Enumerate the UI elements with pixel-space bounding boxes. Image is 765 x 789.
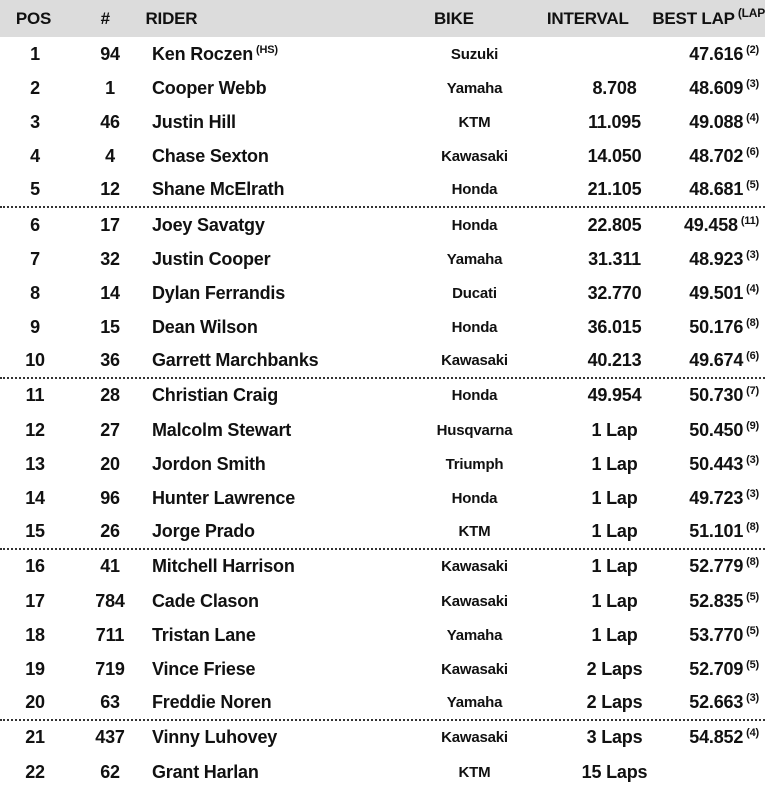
- best-lap-number: (9): [746, 419, 759, 432]
- cell-rider: [150, 179, 402, 200]
- best-lap-number: (5): [746, 179, 759, 192]
- table-row: [0, 311, 765, 345]
- cell-bike: Kawasaki: [441, 592, 508, 610]
- best-lap-number: (3): [746, 248, 759, 261]
- cell-pos: 18: [25, 624, 45, 645]
- table-row: [0, 140, 765, 174]
- best-lap-number: (8): [746, 521, 759, 534]
- table-row: [0, 516, 765, 550]
- rider-name: Dylan Ferrandis: [152, 282, 286, 303]
- cell-bike: Kawasaki: [441, 660, 508, 678]
- cell-best-lap: [682, 727, 765, 748]
- cell-number: 15: [100, 317, 120, 338]
- best-lap-number: (11): [740, 214, 759, 227]
- cell-rider: [150, 283, 402, 304]
- cell-pos: 22: [25, 761, 45, 782]
- cell-interval: 15 Laps: [581, 761, 648, 782]
- table-row: [0, 276, 765, 310]
- best-lap-time: 52.663: [689, 692, 744, 713]
- cell-best-lap: [682, 556, 765, 577]
- cell-rider: [150, 249, 402, 270]
- cell-best-lap: [682, 762, 765, 783]
- best-lap-number: (5): [746, 658, 759, 671]
- header-rider: RIDER: [145, 8, 198, 28]
- table-row: [0, 618, 765, 652]
- table-row: [0, 413, 765, 447]
- rider-name: Dean Wilson: [152, 317, 258, 338]
- cell-best-lap: [682, 350, 765, 371]
- best-lap-time: 50.176: [689, 317, 744, 338]
- table-row: [0, 652, 765, 686]
- best-lap-number: (3): [746, 692, 759, 705]
- cell-best-lap: [682, 385, 765, 406]
- cell-pos: 21: [25, 727, 45, 748]
- best-lap-time: 53.770: [689, 624, 744, 645]
- cell-number: 784: [95, 590, 125, 611]
- best-lap-number: (3): [746, 453, 759, 466]
- rider-name: Jorge Prado: [152, 521, 255, 542]
- cell-interval: 36.015: [587, 317, 642, 338]
- cell-bike: Kawasaki: [441, 148, 508, 166]
- cell-interval: 21.105: [587, 179, 642, 200]
- table-row: [0, 481, 765, 515]
- table-header: [0, 0, 765, 37]
- cell-pos: 15: [25, 521, 45, 542]
- cell-rider: [150, 727, 402, 748]
- cell-pos: 7: [30, 248, 40, 269]
- cell-rider: [150, 78, 402, 99]
- best-lap-number: (3): [746, 77, 759, 90]
- rider-name: Freddie Noren: [152, 692, 272, 713]
- table-row: [0, 379, 765, 413]
- cell-pos: 14: [25, 488, 45, 509]
- best-lap-number: (7): [746, 385, 759, 398]
- best-lap-number: (4): [746, 282, 759, 295]
- cell-best-lap: [682, 454, 765, 475]
- cell-bike: KTM: [458, 763, 491, 781]
- cell-interval: 2 Laps: [586, 692, 643, 713]
- best-lap-number: (8): [746, 556, 759, 569]
- rider-name: Garrett Marchbanks: [152, 350, 319, 371]
- cell-bike: Honda: [451, 181, 498, 199]
- cell-pos: 10: [25, 350, 45, 371]
- cell-interval: 22.805: [587, 214, 642, 235]
- best-lap-time: 51.101: [689, 521, 744, 542]
- rider-name: Cooper Webb: [152, 77, 267, 98]
- table-row: [0, 37, 765, 71]
- table-row: [0, 687, 765, 721]
- cell-rider: [150, 556, 402, 577]
- cell-rider: [150, 44, 402, 65]
- cell-interval: 1 Lap: [591, 488, 638, 509]
- cell-number: 41: [100, 556, 120, 577]
- cell-best-lap: [682, 659, 765, 680]
- cell-pos: 12: [25, 419, 45, 440]
- table-row: [0, 105, 765, 139]
- rider-name: Chase Sexton: [152, 146, 269, 167]
- rider-name: Justin Hill: [152, 111, 236, 132]
- cell-bike: Yamaha: [446, 626, 503, 644]
- best-lap-number: (6): [746, 350, 759, 363]
- rider-name: Grant Harlan: [152, 761, 259, 782]
- cell-bike: KTM: [458, 523, 491, 541]
- header-bike: BIKE: [433, 8, 474, 28]
- cell-bike: Ducati: [452, 284, 497, 302]
- cell-pos: 4: [30, 146, 40, 167]
- cell-best-lap: [682, 215, 765, 236]
- cell-interval: 1 Lap: [591, 556, 638, 577]
- cell-rider: [150, 591, 402, 612]
- cell-best-lap: [682, 420, 765, 441]
- cell-pos: 9: [30, 317, 40, 338]
- cell-interval: 1 Lap: [591, 453, 638, 474]
- best-lap-time: 52.709: [689, 658, 744, 679]
- cell-best-lap: [682, 692, 765, 713]
- cell-number: 46: [100, 111, 120, 132]
- rider-note: (HS): [256, 43, 278, 56]
- best-lap-time: 48.681: [689, 179, 744, 200]
- cell-rider: [150, 454, 402, 475]
- cell-pos: 1: [30, 43, 40, 64]
- cell-number: 437: [95, 727, 125, 748]
- cell-bike: Yamaha: [446, 250, 503, 268]
- cell-interval: 11.095: [588, 111, 641, 132]
- cell-bike: KTM: [458, 113, 491, 131]
- cell-rider: [150, 350, 402, 371]
- rider-name: Cade Clason: [152, 590, 259, 611]
- cell-number: 4: [105, 146, 115, 167]
- best-lap-number: (5): [746, 590, 759, 603]
- cell-pos: 19: [25, 658, 45, 679]
- table-row: [0, 550, 765, 584]
- cell-bike: Honda: [451, 216, 498, 234]
- best-lap-time: 49.723: [689, 488, 744, 509]
- cell-best-lap: [682, 44, 765, 65]
- best-lap-time: 47.616: [689, 43, 744, 64]
- header-best-lap: [652, 5, 765, 29]
- cell-best-lap: [682, 78, 765, 99]
- cell-best-lap: [682, 488, 765, 509]
- table-row: [0, 447, 765, 481]
- cell-number: 20: [100, 453, 120, 474]
- table-row: [0, 721, 765, 755]
- rider-name: Ken Roczen: [152, 43, 254, 64]
- best-lap-time: 50.450: [689, 419, 744, 440]
- rider-name: Shane McElrath: [152, 179, 285, 200]
- best-lap-time: 54.852: [689, 727, 744, 748]
- best-lap-number: (8): [746, 317, 759, 330]
- cell-pos: 13: [25, 453, 45, 474]
- cell-best-lap: [682, 591, 765, 612]
- cell-pos: 2: [30, 77, 40, 98]
- cell-pos: 16: [25, 556, 45, 577]
- header-best-lap-note: (LAP: [737, 5, 765, 20]
- best-lap-number: (3): [746, 488, 759, 501]
- cell-rider: [150, 420, 402, 441]
- rider-name: Vinny Luhovey: [152, 727, 278, 748]
- rider-name: Joey Savatgy: [152, 214, 265, 235]
- rider-name: Tristan Lane: [152, 624, 256, 645]
- cell-bike: Yamaha: [446, 694, 503, 712]
- cell-pos: 20: [25, 692, 45, 713]
- header-best-lap-label: BEST LAP: [652, 8, 735, 28]
- cell-rider: [150, 215, 402, 236]
- cell-number: 711: [95, 624, 125, 645]
- cell-number: 36: [100, 350, 120, 371]
- rider-name: Vince Friese: [152, 658, 256, 679]
- cell-interval: 49.954: [587, 385, 642, 406]
- cell-pos: 17: [25, 590, 45, 611]
- cell-pos: 11: [25, 385, 45, 406]
- rider-name: Hunter Lawrence: [152, 488, 296, 509]
- cell-rider: [150, 146, 402, 167]
- best-lap-time: 49.674: [689, 350, 744, 371]
- cell-rider: [150, 692, 402, 713]
- rider-name: Justin Cooper: [152, 248, 271, 269]
- cell-interval: 1 Lap: [591, 624, 638, 645]
- cell-best-lap: [682, 146, 765, 167]
- table-row: [0, 755, 765, 789]
- cell-interval: 8.708: [592, 77, 637, 98]
- cell-bike: Kawasaki: [441, 729, 508, 747]
- cell-interval: 1 Lap: [591, 419, 638, 440]
- best-lap-time: 52.835: [689, 590, 744, 611]
- cell-rider: [150, 659, 402, 680]
- best-lap-time: 48.923: [689, 248, 744, 269]
- best-lap-number: (2): [746, 43, 759, 56]
- cell-bike: Yamaha: [446, 79, 503, 97]
- cell-number: 27: [100, 419, 120, 440]
- table-row: [0, 174, 765, 208]
- cell-interval: 32.770: [587, 282, 642, 303]
- cell-best-lap: [682, 283, 765, 304]
- cell-interval: 14.050: [587, 146, 642, 167]
- best-lap-number: (5): [746, 624, 759, 637]
- table-row: [0, 584, 765, 618]
- cell-rider: [150, 521, 402, 542]
- cell-bike: Kawasaki: [441, 558, 508, 576]
- cell-pos: 6: [30, 214, 40, 235]
- cell-bike: Honda: [451, 490, 498, 508]
- table-row: [0, 345, 765, 379]
- cell-rider: [150, 762, 402, 783]
- best-lap-time: 48.702: [689, 146, 744, 167]
- header-pos: POS: [15, 8, 52, 28]
- cell-interval: 31.311: [588, 248, 641, 269]
- best-lap-time: 49.501: [689, 282, 744, 303]
- cell-pos: 3: [30, 111, 40, 132]
- best-lap-number: (4): [746, 727, 759, 740]
- cell-best-lap: [682, 249, 765, 270]
- cell-best-lap: [682, 112, 765, 133]
- cell-number: 719: [95, 658, 125, 679]
- cell-rider: [150, 317, 402, 338]
- table-row: [0, 242, 765, 276]
- cell-rider: [150, 625, 402, 646]
- table-body: [0, 37, 765, 789]
- cell-interval: 1 Lap: [591, 521, 638, 542]
- cell-bike: Kawasaki: [441, 352, 508, 370]
- cell-number: 12: [100, 179, 120, 200]
- best-lap-time: 49.088: [689, 111, 744, 132]
- header-interval: INTERVAL: [546, 8, 629, 28]
- cell-rider: [150, 112, 402, 133]
- best-lap-time: 50.443: [689, 453, 744, 474]
- cell-bike: Husqvarna: [436, 421, 513, 439]
- cell-number: 94: [100, 43, 120, 64]
- cell-number: 63: [100, 692, 120, 713]
- cell-rider: [150, 488, 402, 509]
- cell-number: 62: [100, 761, 120, 782]
- cell-number: 32: [100, 248, 120, 269]
- cell-best-lap: [682, 521, 765, 542]
- header-number: #: [100, 8, 110, 28]
- cell-number: 26: [100, 521, 120, 542]
- cell-best-lap: [682, 625, 765, 646]
- cell-bike: Honda: [451, 319, 498, 337]
- cell-bike: Triumph: [445, 455, 504, 473]
- table-row: [0, 208, 765, 242]
- best-lap-number: (4): [746, 111, 759, 124]
- cell-pos: 5: [30, 179, 40, 200]
- cell-bike: Suzuki: [450, 45, 499, 63]
- cell-interval: 2 Laps: [586, 658, 643, 679]
- cell-rider: [150, 385, 402, 406]
- rider-name: Jordon Smith: [152, 453, 266, 474]
- best-lap-time: 52.779: [689, 556, 744, 577]
- cell-interval: 1 Lap: [591, 590, 638, 611]
- cell-best-lap: [682, 179, 765, 200]
- cell-number: 1: [105, 77, 115, 98]
- rider-name: Christian Craig: [152, 385, 279, 406]
- cell-best-lap: [682, 317, 765, 338]
- cell-number: 96: [100, 488, 120, 509]
- rider-name: Malcolm Stewart: [152, 419, 292, 440]
- best-lap-time: 48.609: [689, 77, 744, 98]
- rider-name: Mitchell Harrison: [152, 556, 295, 577]
- best-lap-time: 50.730: [689, 385, 744, 406]
- cell-interval: 3 Laps: [586, 727, 643, 748]
- best-lap-number: (6): [746, 146, 759, 159]
- cell-number: 14: [100, 282, 120, 303]
- cell-interval: 40.213: [587, 350, 642, 371]
- cell-bike: Honda: [451, 387, 498, 405]
- table-row: [0, 71, 765, 105]
- cell-number: 17: [100, 214, 120, 235]
- cell-number: 28: [100, 385, 120, 406]
- best-lap-time: 49.458: [683, 214, 738, 235]
- cell-pos: 8: [30, 282, 40, 303]
